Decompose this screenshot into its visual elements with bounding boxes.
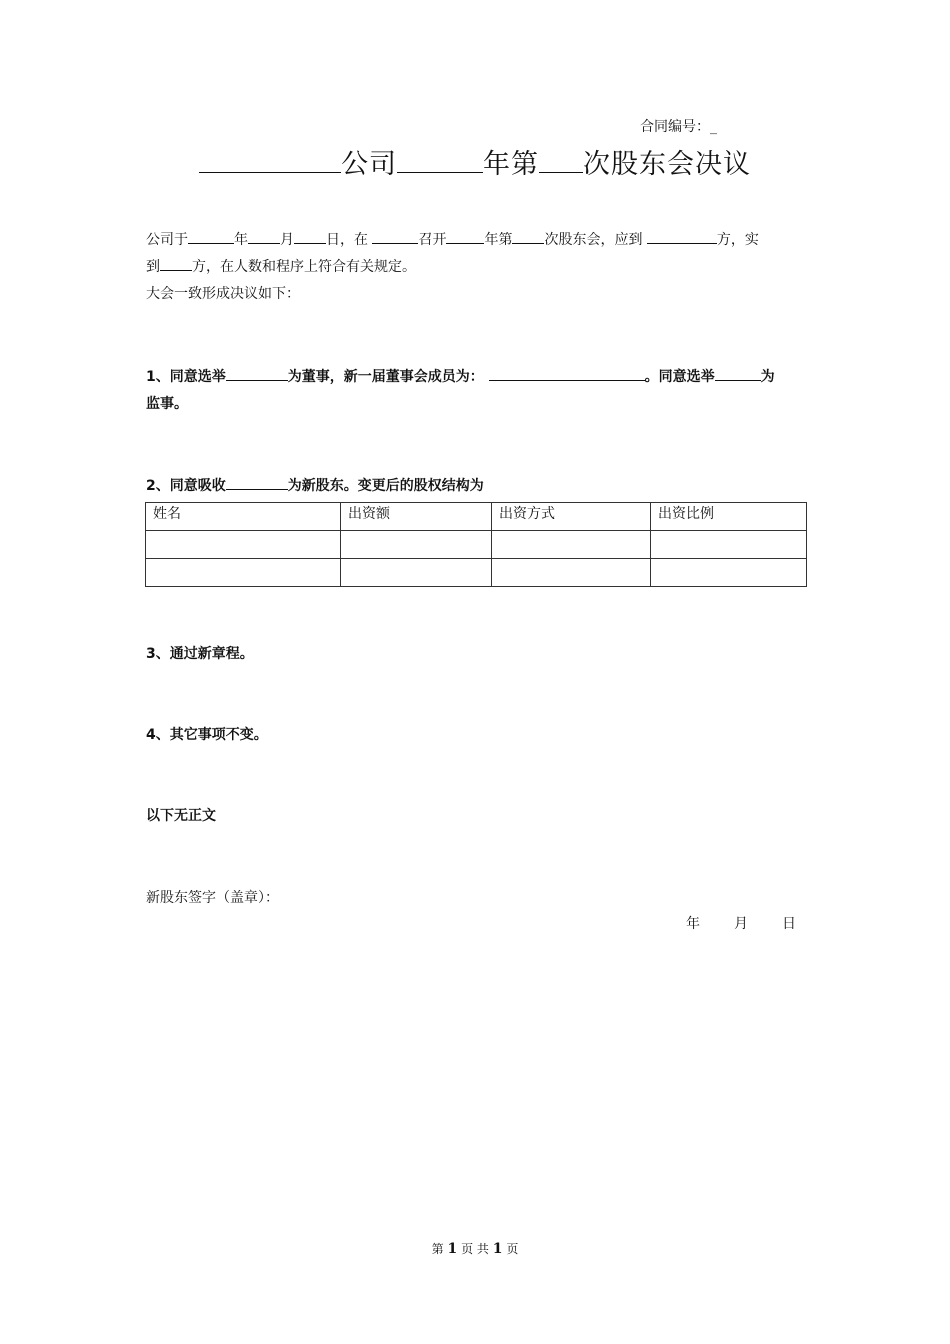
current-page: 1 xyxy=(447,1241,458,1257)
document-title: 公司 年第 次股东会决议 xyxy=(190,142,760,181)
table-cell[interactable] xyxy=(146,559,341,587)
header-ratio: 出资比例 xyxy=(651,503,807,531)
table-cell[interactable] xyxy=(651,531,807,559)
resolution-item-3: 3、通过新章程。 xyxy=(146,646,254,662)
page-footer: 第 1 页 共 1 页 xyxy=(431,1241,519,1257)
blank-year xyxy=(397,145,483,173)
signature-label: 新股东签字（盖章）： xyxy=(146,890,279,906)
date-month: 月 xyxy=(734,916,748,932)
blank-company xyxy=(199,145,341,173)
table-cell[interactable] xyxy=(146,531,341,559)
date-day: 日 xyxy=(782,916,796,932)
signature-date xyxy=(686,913,796,933)
header-method: 出资方式 xyxy=(492,503,651,531)
contract-number: 合同编号：_ xyxy=(640,119,717,135)
equity-structure-table xyxy=(145,502,807,587)
table-cell[interactable] xyxy=(651,559,807,587)
intro-paragraph: 公司于 年 月 日，在 召开 年第 次股东会，应到 方，实 到 方，在人数和程序上符合有关规定。 大会一致形成决议如下： xyxy=(146,227,808,308)
resolution-item-1: 1、同意选举 为董事，新一届董事会成员为： 。同意选举 为 监事。 xyxy=(146,364,808,418)
header-amount: 出资额 xyxy=(341,503,492,531)
table-row xyxy=(146,559,807,587)
intro-resolution-line: 大会一致形成决议如下： xyxy=(146,286,300,302)
total-pages: 1 xyxy=(492,1241,503,1257)
resolution-item-4: 4、其它事项不变。 xyxy=(146,727,268,743)
table-cell[interactable] xyxy=(341,531,492,559)
header-name: 姓名 xyxy=(146,503,341,531)
table-row xyxy=(146,531,807,559)
table-header-row xyxy=(146,503,807,531)
table-cell[interactable] xyxy=(492,559,651,587)
table-cell[interactable] xyxy=(341,559,492,587)
date-year: 年 xyxy=(686,916,700,932)
resolution-item-2: 2、同意吸收 为新股东。变更后的股权结构为 xyxy=(146,473,808,500)
end-of-text-note: 以下无正文 xyxy=(146,808,216,824)
table-cell[interactable] xyxy=(492,531,651,559)
blank-session xyxy=(539,145,583,173)
